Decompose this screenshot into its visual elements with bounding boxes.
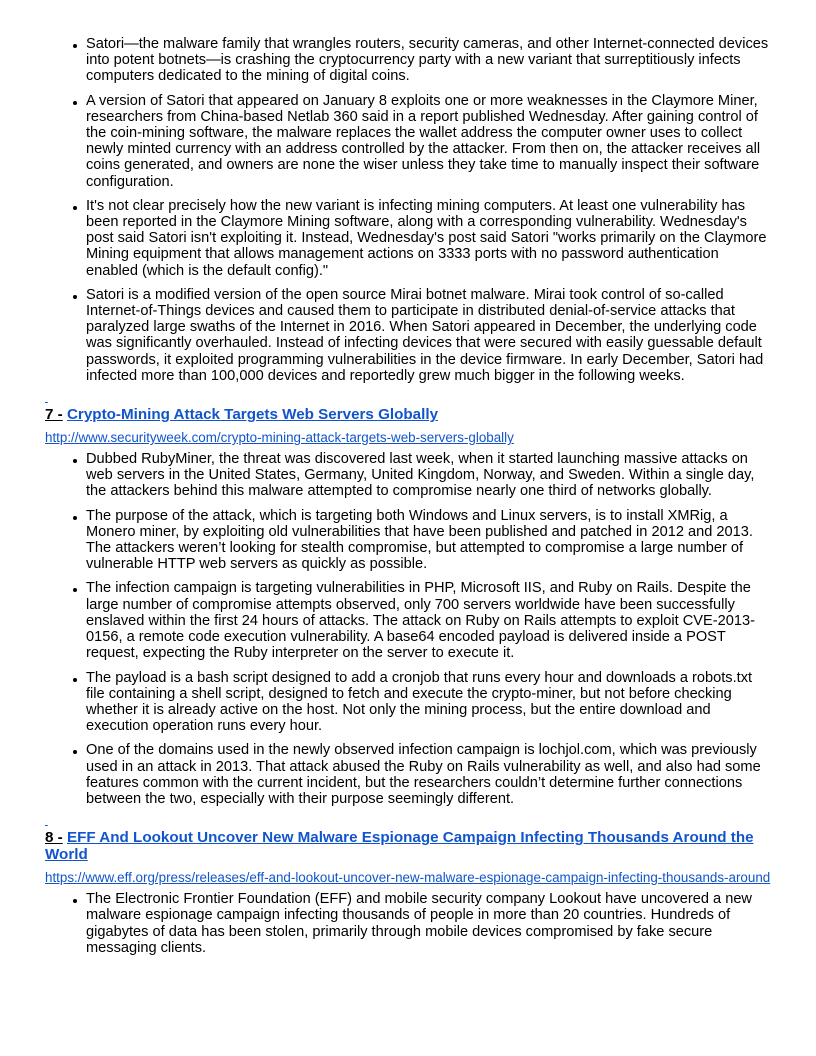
- list-item: The purpose of the attack, which is targeting both Windows and Linux servers, is to install XMRig, a Monero miner, by exploiting old vulnerabilities that have been published and patched in 2012 and 2013. The attackers weren’t looking for stealth compromise, but attempted to compromise a large number of vulnerable HTTP web servers as quickly as possible.: [86, 508, 773, 573]
- list-item: The infection campaign is targeting vulnerabilities in PHP, Microsoft IIS, and Ruby on Rails. Despite the large number of compromise attempts observed, only 700 servers worldwide have been successfully enslaved within the first 24 hours of attacks. The attack on Ruby on Rails attempts to exploit CVE-2013-0156, a remote code execution vulnerability. A base64 encoded payload is delivered inside a POST request, expecting the Ruby interpreter on the server to execute it.: [86, 580, 773, 661]
- list-item: A version of Satori that appeared on January 8 exploits one or more weaknesses in the Claymore Miner, researchers from China-based Netlab 360 said in a report published Wednesday. After gaining control of the coin-mining software, the malware replaces the wallet address the computer owner uses to collect newly minted currency with an address controlled by the attacker. From then on, the attacker receives all coins generated, and owners are none the wiser unless they take time to manually inspect their software configuration.: [86, 93, 773, 190]
- section7-title-link[interactable]: Crypto-Mining Attack Targets Web Servers Globally: [66, 406, 439, 424]
- section7-heading: [45, 406, 773, 423]
- section7-url-link[interactable]: http://www.securityweek.com/crypto-mining-attack-targets-web-servers-globally: [45, 430, 514, 446]
- section8-url-link[interactable]: https://www.eff.org/press/releases/eff-and-lookout-uncover-new-malware-espionage-campaign-infecting-thousands-around: [45, 870, 771, 886]
- list-item: The payload is a bash script designed to add a cronjob that runs every hour and downloads a robots.txt file containing a shell script, designed to fetch and execute the crypto-miner, but not before checking whether it is already active on the host. Not only the mining process, but the entire download and execution operation runs every hour.: [86, 670, 773, 735]
- list-item: Satori is a modified version of the open source Mirai botnet malware. Mirai took control of so-called Internet-of-Things devices and caused them to participate in distributed denial-of-service attacks that paralyzed large swaths of the Internet in 2016. When Satori appeared in December, the underlying code was significantly overhauled. Instead of infecting devices that were secured with easily guessable default passwords, it exploited programming vulnerabilities in the device firmware. In early December, Satori had infected more than 100,000 devices and reportedly grew much bigger in the following weeks.: [86, 287, 773, 384]
- list-item: Satori—the malware family that wrangles routers, security cameras, and other Internet-connected devices into potent botnets—is crashing the cryptocurrency party with a new variant that surreptitiously infects computers dedicated to the mining of digital coins.: [86, 36, 773, 85]
- list-item: One of the domains used in the newly observed infection campaign is lochjol.com, which was previously used in an attack in 2013. That attack abused the Ruby on Rails vulnerability as well, and also had some features common with the current incident, but the researchers couldn’t determine further connections between the two, especially with their purpose seemingly different.: [86, 742, 773, 807]
- section8-number: 8 -: [45, 829, 63, 847]
- section8-title-link[interactable]: EFF And Lookout Uncover New Malware Espionage Campaign Infecting Thousands Around the World: [45, 829, 754, 864]
- list-item: Dubbed RubyMiner, the threat was discovered last week, when it started launching massive attacks on web servers in the United States, Germany, United Kingdom, Norway, and Sweden. Within a single day, the attackers behind this malware attempted to compromise nearly one third of networks globally.: [86, 451, 773, 500]
- document-page: [45, 36, 773, 964]
- section6-bullet-list: [45, 36, 773, 384]
- section8-heading: [45, 829, 773, 863]
- section8-anchor[interactable]: [45, 815, 773, 829]
- section7-anchor[interactable]: [45, 392, 773, 406]
- section7-number: 7 -: [45, 406, 63, 424]
- list-item: The Electronic Frontier Foundation (EFF) and mobile security company Lookout have uncovered a new malware espionage campaign infecting thousands of people in more than 20 countries. Hundreds of gigabytes of data has been stolen, primarily through mobile devices compromised by fake secure messaging clients.: [86, 891, 773, 956]
- section8-bullet-list: [45, 891, 773, 956]
- list-item: It's not clear precisely how the new variant is infecting mining computers. At least one vulnerability has been reported in the Claymore Mining software, along with a corresponding vulnerability. Wednesday's post said Satori isn't exploiting it. Instead, Wednesday's post said Satori "works primarily on the Claymore Mining equipment that allows management actions on 3333 ports with no password authentication enabled (which is the default config).": [86, 198, 773, 279]
- section7-bullet-list: [45, 451, 773, 807]
